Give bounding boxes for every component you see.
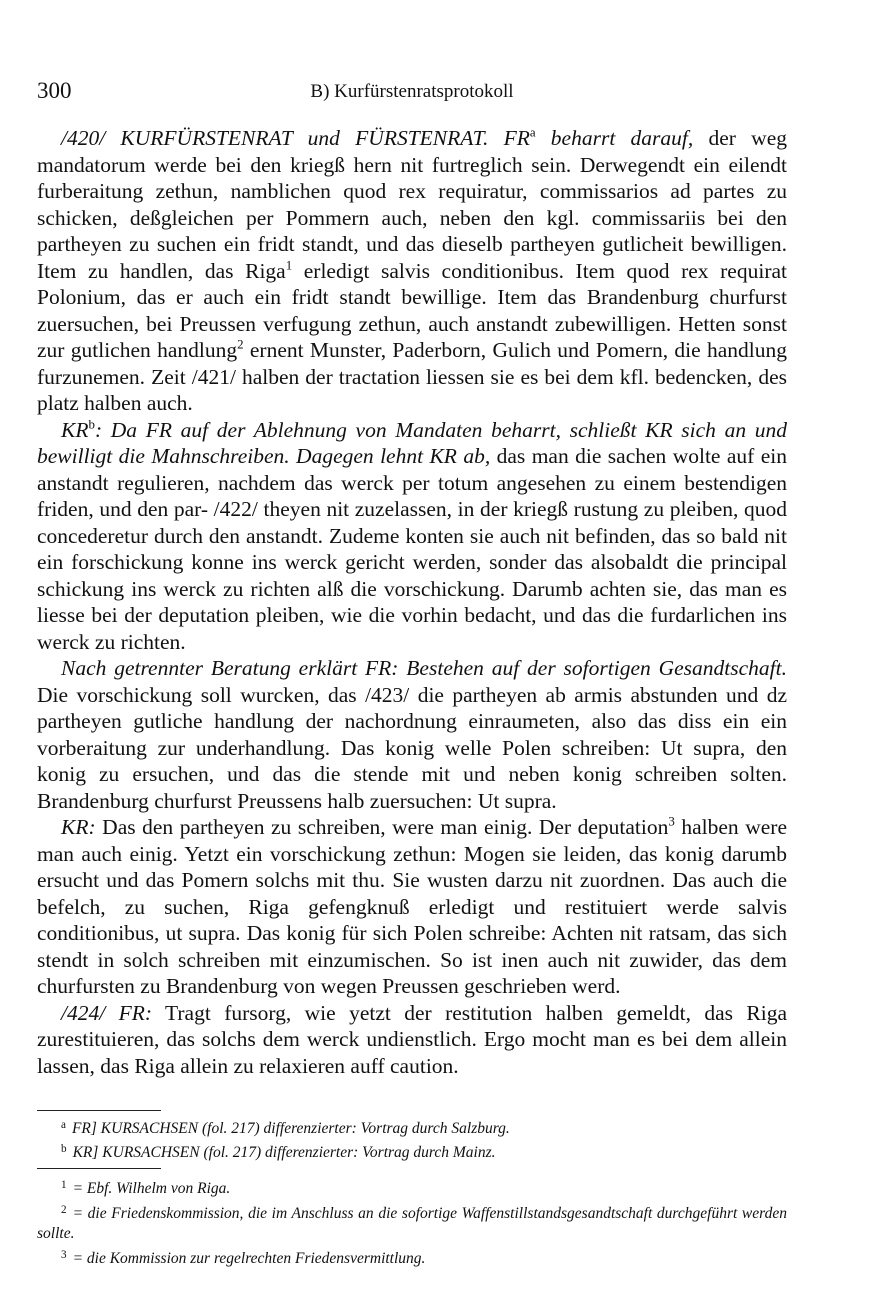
document-page [37, 0, 787, 1300]
paragraph-1 [37, 125, 787, 417]
textcrit-marker-b: b [88, 417, 95, 432]
footnote-separator-rule [37, 1168, 161, 1169]
protocol-text: der weg mandatorum werde bei den kriegß hern nit furtreglich sein. Derwegendt ein eilendt furberaitung zethun, namblichen quod rex requiratur, commissarios ad partes zu schicken, deßgleichen per Pommern auch, neben den kgl. commissariis bei den partheyen zu suchen ein fridt standt, und das dieselb partheyen gutlicheit bewilligen. Item zu handlen, das Riga [37, 126, 788, 283]
footnote [37, 1175, 787, 1200]
footnote-marker: 1 [61, 1179, 67, 1191]
footnote-text: = die Kommission zur regelrechten Friedensvermittlung. [72, 1249, 426, 1267]
protocol-text: ernent Munster, Paderborn, Gulich und Pomern, die handlung furzunemen. Zeit /421/ halben der tractation liessen sie es bei dem kfl. bedencken, des platz halben auch. [37, 338, 787, 415]
footnote-marker: 2 [61, 1203, 67, 1216]
note-text: KR] KURSACHSEN (fol. 217) differenzierter: Vortrag durch Mainz. [72, 1144, 496, 1162]
speaker-label: KR [61, 417, 89, 442]
protocol-text: halben were man auch einig. Yetzt ein vorschickung zethun: Mogen sie leiden, das konig darumb ersucht und das Pomern solchs mit thu. Sie wusten darzu nit zuordnen. Das auch die befelch, zu suchen, Riga gefengknuß erledigt und restituiert werde salvis conditionibus, ut supra. Das konig für sich Polen schreibe: Achten nit ratsam, das sich stendt in solch schreiben mit einzumischen. So ist inen auch nit zuwider, das dem churfursten zu Brandenburg von wegen Preussen geschrieben werd. [37, 815, 787, 998]
protocol-text: Das den partheyen zu schreiben, were man einig. Der deputation [95, 815, 669, 839]
editorial-summary: Nach getrennter Beratung erklärt FR: Bestehen auf der sofortigen Gesandtschaft. [61, 656, 787, 680]
footnote-marker-1: 1 [285, 258, 293, 273]
textcrit-separator-rule [37, 1110, 161, 1111]
note-marker: b [61, 1143, 67, 1156]
protocol-text: Tragt fursorg, wie yetzt der restitution halben gemeldt, das Riga zurestituieren, das solchs dem werck undienstlich. Ergo mocht man es bei dem allein lassen, das Riga allein zu relaxieren auff caution. [37, 1000, 788, 1078]
footnote [37, 1245, 787, 1270]
note-text: FR] KURSACHSEN (fol. 217) differenzierter: Vortrag durch Salzburg. [71, 1120, 510, 1138]
textcrit-note [37, 1115, 787, 1139]
speaker-label: KR: [61, 815, 96, 839]
page-header [37, 78, 787, 106]
session-heading: /420/ KURFÜRSTENRAT und FÜRSTENRAT. FR [61, 126, 530, 150]
protocol-text: das man die sachen wolte auf ein anstandt regulieren, nachdem das werck per totum angesehen zu einem bestendigen friden, und den par- /422/ theyen nit zuzelassen, in der kriegß rustung zu pleiben, quod concederetur durch den anstandt. Zudeme konten sie auch nit befinden, das so bald nit ein forschickung konne ins werck gericht werden, sonder das alsobaldt die principal schickung ins werck zu richten alß die vorschickung. Darumb achten sie, das man es liesse bei der deputation pleiben, wie die vorhin bedacht, und das die furdarlichen ins werck zu richten. [37, 444, 787, 654]
footnotes [37, 1175, 787, 1269]
editorial-summary: beharrt darauf, [535, 126, 694, 150]
page-number: 300 [37, 78, 72, 103]
paragraph-2 [37, 417, 787, 656]
footnote [37, 1200, 787, 1245]
paragraph-5 [37, 1000, 787, 1080]
footnote-marker-2: 2 [237, 337, 244, 352]
footnote-text: = Ebf. Wilhelm von Riga. [72, 1180, 231, 1198]
footnote-text: = die Friedenskommission, die im Anschluss an die sofortige Waffenstillstandsgesandtschaft durchgeführt werden sollte. [37, 1204, 787, 1243]
footnote-marker-3: 3 [668, 814, 675, 829]
editorial-summary: : Da FR auf der Ablehnung von Mandaten beharrt, schließt KR sich an und bewilligt die Mahnschreiben. Dagegen lehnt KR ab, [37, 417, 787, 468]
protocol-text: erledigt salvis conditionibus. Item quod rex requirat Polonium, das er auch ein fridt standt bewillige. Item das Brandenburg churfurst zuersuchen, bei Preussen verfugung zethun, auch anstandt zubewilligen. Hetten sonst zur gutlichen handlung [37, 258, 787, 362]
textcrit-apparatus [37, 1115, 787, 1163]
paragraph-4 [37, 814, 787, 1000]
footnote-marker: 3 [61, 1248, 67, 1261]
note-marker: a [61, 1119, 66, 1131]
main-text [37, 125, 787, 1079]
paragraph-3 [37, 655, 787, 814]
textcrit-note [37, 1139, 787, 1163]
speaker-label: /424/ FR: [61, 1000, 153, 1025]
protocol-text: Die vorschickung soll wurcken, das /423/ die partheyen ab armis abstunden und dz partheyen gutliche handlung der nachordnung einraumeten, also das diss ein ein vorberaitung zur underhandlung. Das konig welle Polen schreiben: Ut supra, den konig zu ersuchen, und das die stende mit und neben konig schreiben solten. Brandenburg churfurst Preussens halb zuersuchen: Ut supra. [37, 682, 787, 813]
textcrit-marker-a: a [529, 125, 536, 140]
running-head: B) Kurfürstenratsprotokoll [310, 81, 514, 102]
